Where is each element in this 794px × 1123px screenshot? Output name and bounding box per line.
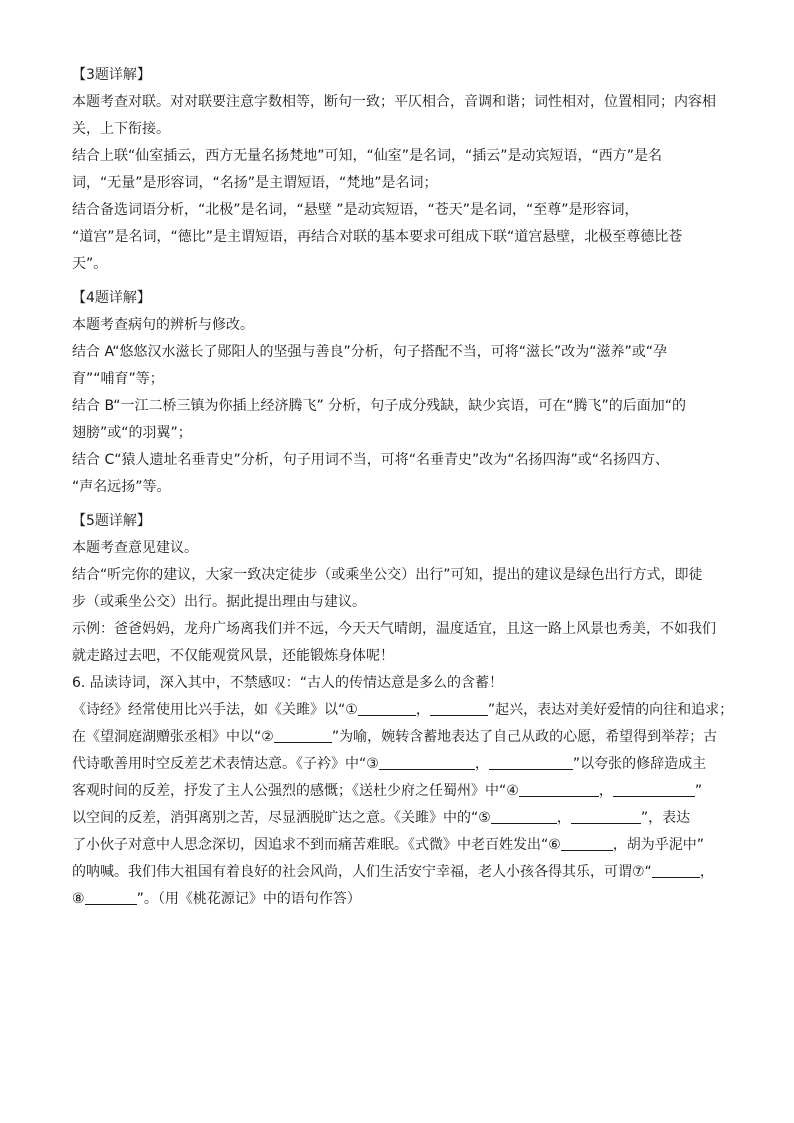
q4-line: 本题考查病句的辨析与修改。 [72, 317, 254, 333]
answer-blank-4b[interactable] [613, 781, 695, 797]
q4-line: 结合 A“悠悠汉水滋长了郧阳人的坚强与善良”分析，句子搭配不当，可将“滋长”改为“滋养”或“孕 [72, 344, 667, 360]
answer-blank-7[interactable] [652, 862, 700, 878]
q6-line: 客观时间的反差，抒发了主人公强烈的感慨；《送杜少府之任蜀州》中“④ ， ” [72, 783, 703, 799]
q3-line: 关，上下衔接。 [72, 121, 170, 137]
answer-blank-3[interactable] [379, 754, 475, 770]
q3-line: 结合备选词语分析，“北极”是名词，“悬壁 ”是动宾短语，“苍天”是名词，“至尊”是形容词， [72, 202, 639, 218]
q5-line: 结合“听完你的建议，大家一致决定徒步（或乘坐公交）出行”可知，提出的建议是绿色出行方式，即徒 [72, 567, 703, 583]
q6-line: 的呐喊。我们伟大祖国有着良好的社会风尚，人们生活安宁幸福，老人小孩各得其乐，可谓⑦“ ， [72, 864, 714, 880]
q6-prompt: 6. 品读诗词，深入其中，不禁感叹：“古人的传情达意是多么的含蓄！ [72, 675, 504, 691]
answer-blank-1[interactable] [358, 700, 416, 716]
q6-line: ⑧ ”。（用《桃花源记》中的语句作答） [72, 891, 361, 907]
q6-line: 了小伙子对意中人思念深切，因追求不到而痛苦难眠。《式微》中老百姓发出“⑥ ，胡为乎泥中” [72, 837, 705, 853]
q5-line: 示例：爸爸妈妈，龙舟广场离我们并不远，今天天气晴朗，温度适宜，且这一路上风景也秀美，不如我们 [72, 621, 716, 637]
q4-heading: 【4题详解】 [72, 290, 151, 306]
answer-blank-2[interactable] [274, 727, 332, 743]
answer-blank-1b[interactable] [430, 700, 488, 716]
q5-line: 就走路过去吧，不仅能观赏风景，还能锻炼身体呢！ [72, 648, 394, 664]
q3-line: “道宫”是名词，“德比”是主谓短语，再结合对联的基本要求可组成下联“道宫悬壁，北极至尊德比苍 [72, 229, 683, 245]
q3-line: 结合上联“仙室插云，西方无量名扬梵地”可知，“仙室”是名词，“插云”是动宾短语，“西方”是名 [72, 148, 663, 164]
answer-blank-5b[interactable] [571, 808, 641, 824]
q3-line: 本题考查对联。对对联要注意字数相等，断句一致；平仄相合，音调和谐；词性相对，位置相同；内容相 [72, 94, 716, 110]
q4-line: 翅膀”或“的羽翼”； [72, 425, 192, 441]
document-page [72, 62, 734, 913]
q5-line: 步（或乘坐公交）出行。据此提出理由与建议。 [72, 594, 366, 610]
q5-heading: 【5题详解】 [72, 513, 151, 529]
answer-blank-6[interactable] [561, 835, 613, 851]
q4-line: 结合 C“猿人遗址名垂青史”分析，句子用词不当，可将“名垂青史”改为“名扬四海”或“名扬四方、 [72, 452, 669, 468]
q6-line: 《诗经》经常使用比兴手法，如《关雎》以“① ， ”起兴，表达对美好爱情的向往和追求； [72, 702, 734, 718]
q6-line: 在《望洞庭湖赠张丞相》中以“② ”为喻，婉转含蓄地表达了自己从政的心愿，希望得到举荐；古 [72, 729, 718, 745]
q3-line: 天”。 [72, 256, 108, 272]
answer-blank-5[interactable] [491, 808, 557, 824]
q4-line: 结合 B“一江二桥三镇为你插上经济腾飞” 分析，句子成分残缺，缺少宾语，可在“腾飞”的后面加“的 [72, 398, 687, 414]
q3-heading: 【3题详解】 [72, 67, 151, 83]
q4-line: “声名远扬”等。 [72, 479, 171, 495]
q5-line: 本题考查意见建议。 [72, 540, 198, 556]
q3-line: 词，“无量”是形容词，“名扬”是主谓短语，“梵地”是名词； [72, 175, 438, 191]
q6-line: 以空间的反差，消弭离别之苦，尽显洒脱旷达之意。《关雎》中的“⑤ ， ”，表达 [72, 810, 691, 826]
q6-line: 代诗歌善用时空反差艺术表情达意。《子衿》中“③ ， ”以夸张的修辞造成主 [72, 756, 707, 772]
q4-line: 育”“哺育”等； [72, 371, 164, 387]
answer-blank-4[interactable] [519, 781, 599, 797]
answer-blank-3b[interactable] [489, 754, 573, 770]
answer-blank-8[interactable] [85, 889, 137, 905]
